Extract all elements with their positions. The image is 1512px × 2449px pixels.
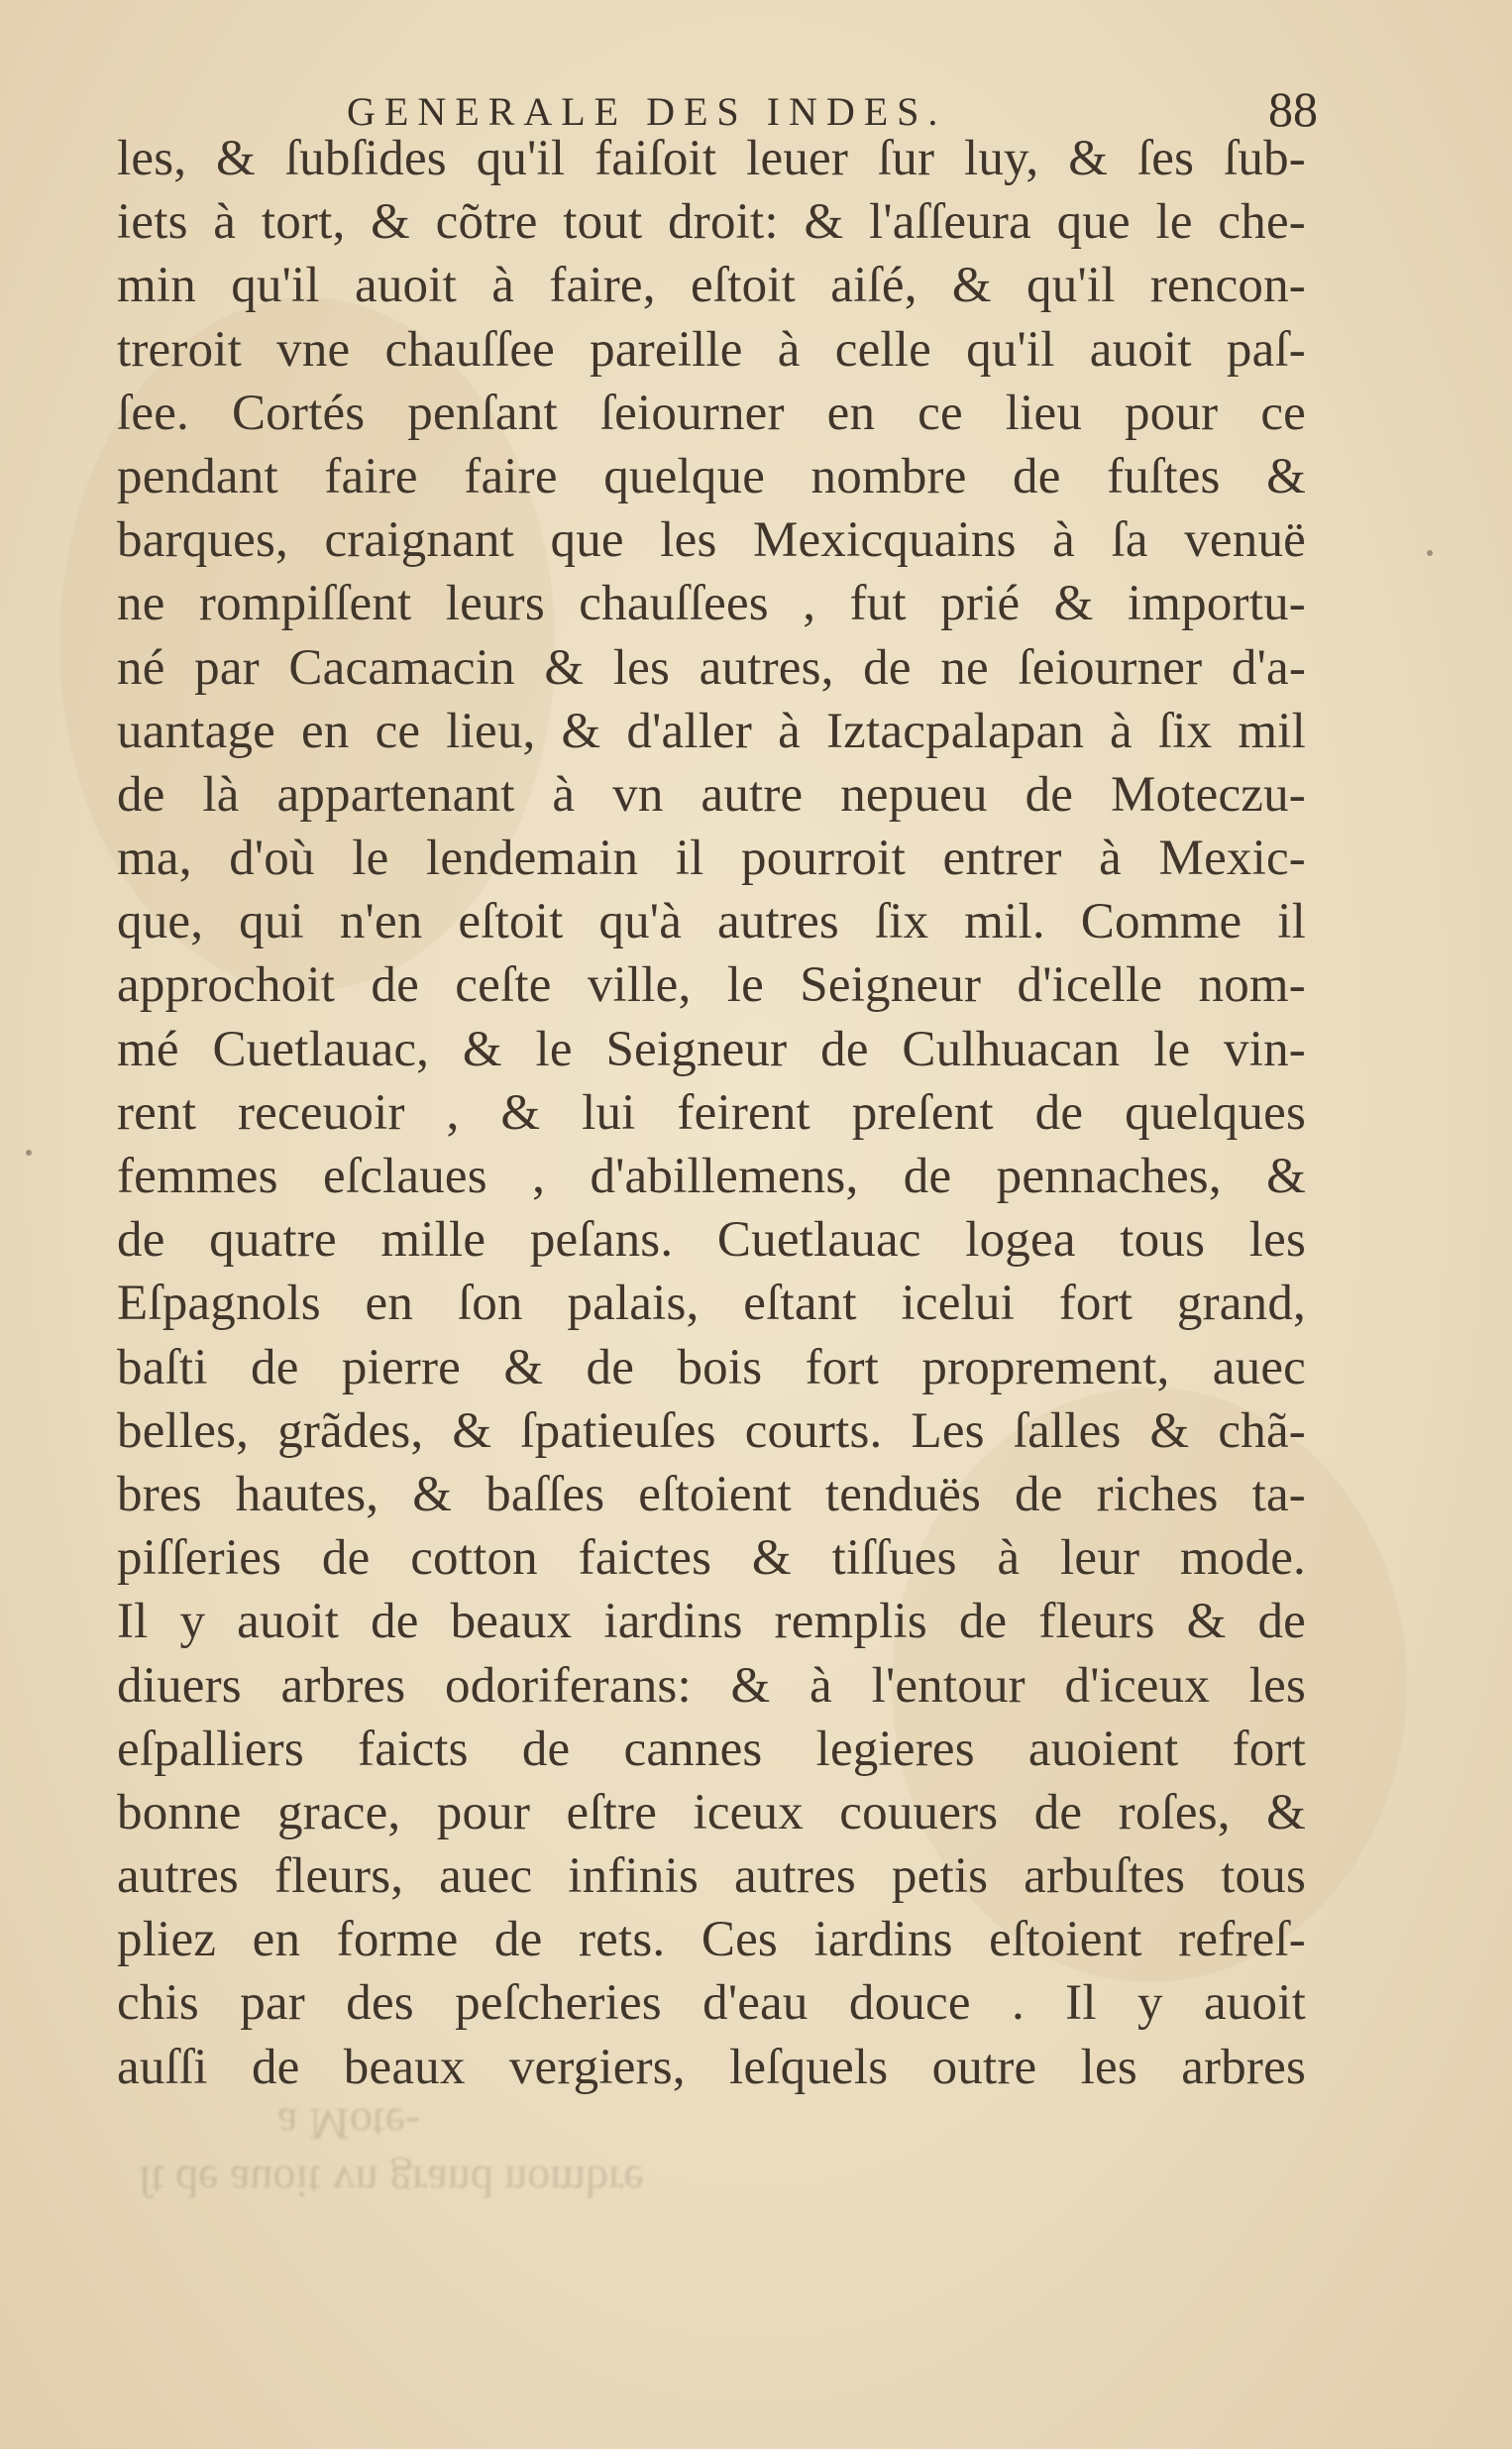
ink-speck <box>26 1150 32 1156</box>
text-line: les, & ſubſides qu'il faiſoit leuer ſur luy, & ſes ſub- <box>117 131 1306 186</box>
text-line: bonne grace, pour eſtre iceux couuers de roſes, & <box>117 1784 1306 1840</box>
text-line: eſpalliers faicts de cannes legieres auoient fort <box>117 1721 1306 1777</box>
page-number: 88 <box>1268 81 1318 137</box>
text-line: ſee. Cortés penſant ſeiourner en ce lieu pour ce <box>117 385 1306 441</box>
text-line: Eſpagnols en ſon palais, eſtant icelui fort grand, <box>117 1276 1306 1332</box>
text-line: pendant faire faire quelque nombre de fuſtes & <box>117 448 1306 504</box>
text-line: pliez en forme de rets. Ces iardins eſtoient refreſ- <box>117 1912 1306 1968</box>
text-line: Il y auoit de beaux iardins remplis de fleurs & de <box>117 1594 1306 1650</box>
ink-speck <box>1427 550 1433 556</box>
text-line: mé Cuetlauac, & le Seigneur de Culhuacan le vin- <box>117 1021 1306 1077</box>
text-line: ne rompiſſent leurs chauſſees , fut prié & importu- <box>117 576 1306 632</box>
text-line: chis par des peſcheries d'eau douce . Il y auoit <box>117 1975 1306 2032</box>
text-line: min qu'il auoit à faire, eſtoit aiſé, & qu'il rencon- <box>117 258 1306 314</box>
text-line: piſſeries de cotton faictes & tiſſues à leur mode. <box>117 1530 1306 1587</box>
show-through-line: ſt de auoit vn grand nombre <box>139 2157 644 2207</box>
text-line: approchoit de ceſte ville, le Seigneur d'icelle nom- <box>117 957 1306 1014</box>
text-line: treroit vne chauſſee pareille à celle qu'il auoit paſ- <box>117 321 1306 378</box>
text-line: de quatre mille peſans. Cuetlauac logea tous les <box>117 1212 1306 1269</box>
text-line: rent receuoir , & lui feirent preſent de quelques <box>117 1084 1306 1141</box>
text-line: belles, grãdes, & ſpatieuſes courts. Les ſalles & chã- <box>117 1402 1306 1459</box>
text-line: autres fleurs, auec infinis autres petis arbuſtes tous <box>117 1848 1306 1905</box>
text-line: ma, d'où le lendemain il pourroit entrer à Mexic- <box>117 831 1306 887</box>
text-line: auſſi de beaux vergiers, leſquels outre les arbres <box>117 2039 1306 2095</box>
text-line: que, qui n'en eſtoit qu'à autres ſix mil. Comme il <box>117 894 1306 950</box>
text-line: de là appartenant à vn autre nepueu de Moteczu- <box>117 766 1306 823</box>
body-text <box>117 127 1306 2099</box>
text-line: diuers arbres odoriferans: & à l'entour d'iceux les <box>117 1657 1306 1714</box>
text-line: bres hautes, & baſſes eſtoient tenduës de riches ta- <box>117 1466 1306 1522</box>
text-line: barques, craignant que les Mexicquains à ſa venuë <box>117 512 1306 569</box>
text-line: iets à tort, & cõtre tout droit: & l'aſſeura que le che- <box>117 194 1306 251</box>
text-line: uantage en ce lieu, & d'aller à Iztacpalapan à ſix mil <box>117 703 1306 759</box>
show-through-text <box>99 2091 1189 2210</box>
running-head: GENERALE DES INDES. <box>347 89 947 134</box>
text-line: né par Cacamacin & les autres, de ne ſeiourner d'a- <box>117 639 1306 696</box>
text-line: femmes eſclaues , d'abillemens, de pennaches, & <box>117 1149 1306 1204</box>
text-line: baſti de pierre & de bois fort proprement, auec <box>117 1339 1306 1395</box>
show-through-line: a Mote- <box>277 2099 421 2150</box>
